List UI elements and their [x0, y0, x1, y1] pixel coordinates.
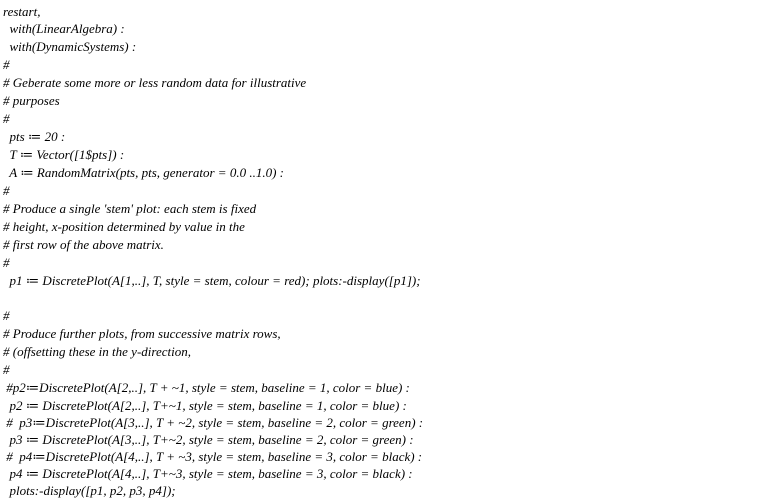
comment-line[interactable]: # (offsetting these in the y-direction, — [3, 344, 191, 359]
comment-line[interactable]: # purposes — [3, 93, 60, 108]
code-line-p4-commented[interactable]: # p4≔DiscretePlot(A[4,..], T + ~3, style = stem, baseline = 3, color = black) : — [3, 449, 423, 464]
comment-line[interactable]: # — [3, 57, 10, 72]
comment-line[interactable]: # — [3, 308, 10, 323]
code-line-p1-plot[interactable]: p1 ≔ DiscretePlot(A[1,..], T, style = stem, colour = red); plots:-display([p1]); — [3, 273, 421, 288]
comment-line[interactable]: # — [3, 183, 10, 198]
code-line-p2[interactable]: p2 ≔ DiscretePlot(A[2,..], T+~1, style = stem, baseline = 1, color = blue) : — [3, 398, 407, 413]
comment-line[interactable]: # height, x-position determined by value in the — [3, 219, 245, 234]
code-line-p2-commented[interactable]: #p2≔DiscretePlot(A[2,..], T + ~1, style = stem, baseline = 1, color = blue) : — [3, 380, 410, 395]
code-line-p4[interactable]: p4 ≔ DiscretePlot(A[4,..], T+~3, style = stem, baseline = 3, color = black) : — [3, 466, 413, 481]
code-line-p3-commented[interactable]: # p3≔DiscretePlot(A[3,..], T + ~2, style = stem, baseline = 2, color = green) : — [3, 415, 424, 430]
comment-line[interactable]: # Produce a single 'stem' plot: each stem is fixed — [3, 201, 257, 216]
comment-line[interactable]: # — [3, 362, 10, 377]
code-line-with-dynamicsystems[interactable]: with(DynamicSystems) : — [3, 39, 137, 54]
code-line-with-linearalgebra[interactable]: with(LinearAlgebra) : — [3, 21, 125, 36]
comment-line[interactable]: # Produce further plots, from successive matrix rows, — [3, 326, 281, 341]
code-line-display-all[interactable]: plots:-display([p1, p2, p3, p4]); — [3, 483, 176, 498]
comment-line[interactable]: # — [3, 255, 10, 270]
comment-line[interactable]: # — [3, 111, 10, 126]
code-line-restart[interactable]: restart, — [3, 4, 41, 19]
comment-line[interactable]: # Geberate some more or less random data for illustrative — [3, 75, 307, 90]
code-line-random-matrix[interactable]: A ≔ RandomMatrix(pts, pts, generator = 0.0 ..1.0) : — [3, 165, 284, 180]
comment-line[interactable]: # first row of the above matrix. — [3, 237, 164, 252]
code-line-t-vector[interactable]: T ≔ Vector([1$pts]) : — [3, 147, 125, 162]
code-line-pts[interactable]: pts ≔ 20 : — [3, 129, 66, 144]
code-line-p3[interactable]: p3 ≔ DiscretePlot(A[3,..], T+~2, style = stem, baseline = 2, color = green) : — [3, 432, 414, 447]
